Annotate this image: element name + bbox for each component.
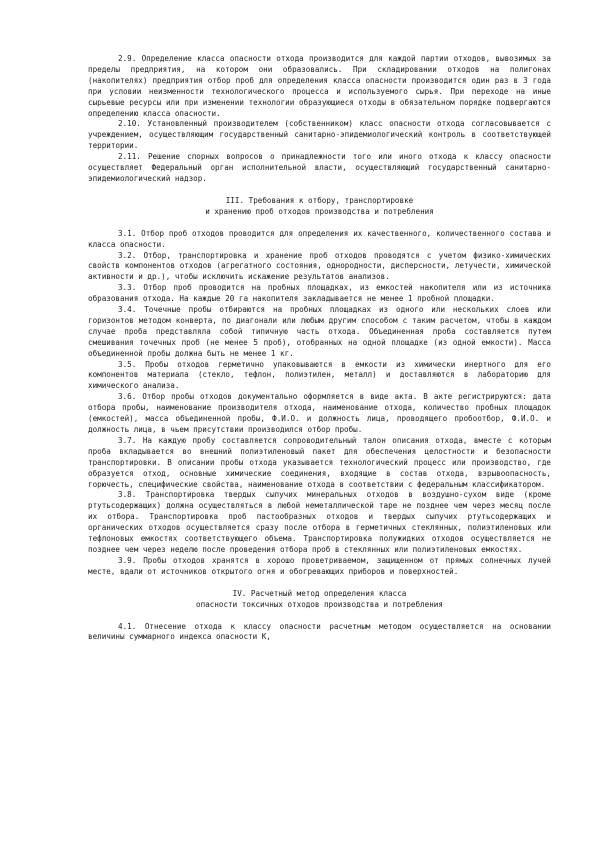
section-4-heading-line1: IV. Расчетный метод определения класса: [232, 588, 407, 598]
paragraph-3-7: 3.7. На каждую пробу составляется сопроводительный талон описания отхода, вместе с которым проба вкладывается во внешний полиэтиленовый пакет для обеспечения целостности и безопасности транспортировки. В описании пробы отхода указывается технологический процесс или производство, где образуется отход, основные химические соединения, входящие в состав отхода, взрывоопасность, горючесть, специфические свойства, наименование отхода в соответствии с федеральным классификатором.: [88, 435, 551, 489]
section-3-heading-line2: и хранению проб отходов производства и потребления: [205, 206, 434, 216]
paragraph-4-1: 4.1. Отнесение отхода к классу опасности расчетным методом осуществляется на основании величины суммарного индекса опасности К,: [88, 621, 551, 642]
section-4: [88, 589, 551, 644]
paragraph-3-1: 3.1. Отбор проб отходов проводится для определения их качественного, количественного состава и класса опасности.: [88, 228, 551, 249]
paragraph-2-9: 2.9. Определение класса опасности отхода производится для каждой партии отходов, вывозимых за пределы предприятия, на котором они образовались. При складировании отходов на полигонах (накопителях) предприятия отбор проб для определения класса опасности производится один раз в 3 года при условии неизменности технологического процесса и используемого сырья. При переходе на иные сырьевые ресурсы или при изменении технологии образующиеся отходы в обязательном порядке подвергаются определению класса опасности.: [88, 54, 551, 118]
section-3-heading-line1: III. Требования к отбору, транспортировке: [225, 195, 414, 205]
paragraph-3-5: 3.5. Пробы отходов герметично упаковываются в емкости из химически инертного для его компонентов материала (стекло, тефлон, полиэтилен, металл) и доставляются в лабораторию для химического анализа.: [88, 359, 551, 391]
paragraph-3-6: 3.6. Отбор пробы отходов документально оформляется в виде акта. В акте регистрируются: дата отбора пробы, наименование производителя отхода, наименование отхода, количество пробных площадок (емкостей), масса объединенной пробы, Ф.И.О. и должность лица, проводящего пробоотбор, Ф.И.О. и должность лица, в чьем присутствии производился отбор пробы.: [88, 392, 551, 434]
paragraph-3-2: 3.2. Отбор, транспортировка и хранение проб отходов проводятся с учетом физико-химических свойств компонентов отходов (агрегатного состояния, однородности, дисперсности, летучести, химической активности и др.), чтобы исключить искажение результатов анализов.: [88, 250, 551, 282]
section-4-heading-line2: опасности токсичных отходов производства и потребления: [196, 599, 443, 609]
paragraph-2-11: 2.11. Решение спорных вопросов о принадлежности того или иного отхода к классу опасности осуществляет Федеральный орган исполнительной власти, осуществляющий государственный санитарно-эпидемиологический надзор.: [88, 152, 551, 183]
paragraph-3-4: 3.4. Точечные пробы отбираются на пробных площадках из одного или нескольких слоев или горизонтов методом конверта, по диагонали или любым другим способом с таким расчетом, чтобы в каждом случае проба представляла собой типичную часть отхода. Объединенная проба составляется путем смешивания точечных проб (не менее 5 проб), отобранных на одной площадке (из одной емкости). Масса объединенной пробы должна быть не менее 1 кг.: [88, 305, 551, 358]
paragraph-3-8: 3.8. Транспортировка твердых сыпучих минеральных отходов в воздушно-сухом виде (кроме ртутьсодержащих) должна осуществляться в любой неметаллической таре не позднее чем через месяц после их отбора. Транспортировка проб пастообразных отходов и твердых сыпучих ртутьсодержащих и органических отходов осуществляется сразу после отбора в герметичных стеклянных, полиэтиленовых или тефлоновых емкостях соответствующего объема. Транспортировка полужидких отходов осуществляется не позднее чем через неделю после проведения отбора проб в стеклянных или полиэтиленовых емкостях.: [88, 490, 551, 554]
paragraph-2-10: 2.10. Установленный производителем (собственником) класс опасности отхода согласовывается с учреждением, осуществляющим государственный санитарно-эпидемиологический контроль в соответствующей территории.: [88, 119, 551, 151]
paragraph-3-9: 3.9. Пробы отходов хранятся в хорошо проветриваемом, защищенном от прямых солнечных лучей месте, вдали от источников открытого огня и обогревающих приборов и поверхностей.: [88, 555, 551, 576]
section-2-continuation: [88, 54, 551, 185]
section-3: [88, 196, 551, 578]
paragraph-3-3: 3.3. Отбор проб проводится на пробных площадках, из емкостей накопителя или из источника образования отхода. На каждые 20 га накопителя закладывается не менее 1 пробной площадки.: [88, 283, 551, 304]
